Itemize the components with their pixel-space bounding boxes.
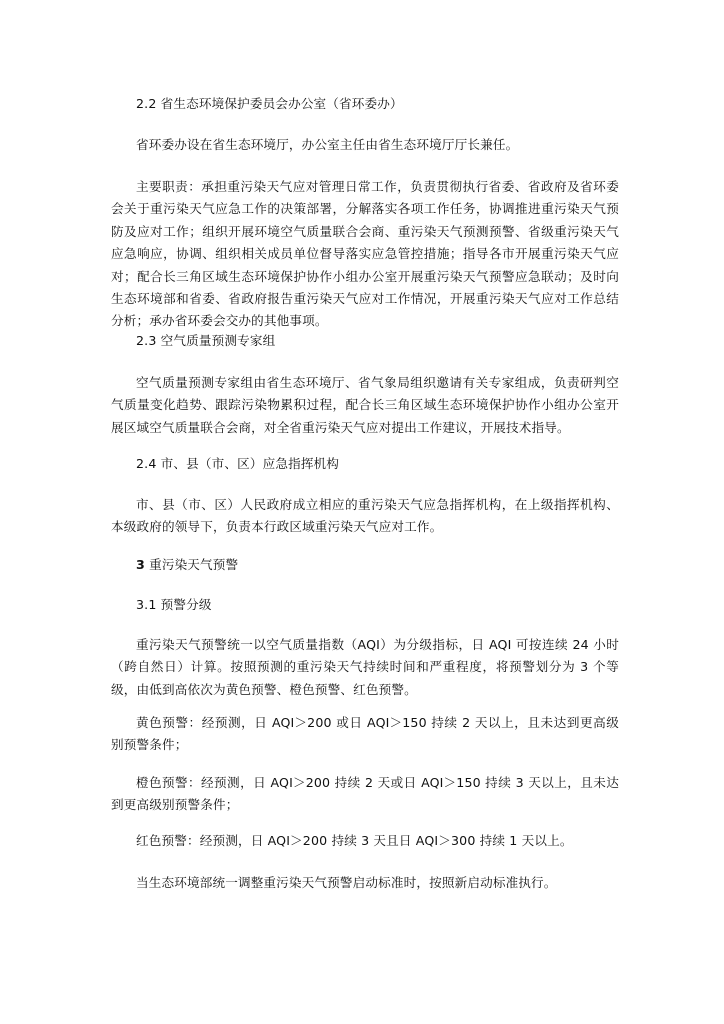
paragraph-warning-levels: 重污染天气预警统一以空气质量指数（AQI）为分级指标，日 AQI 可按连续 24 小时（跨自然日）计算。按照预测的重污染天气持续时间和严重程度，将预警划分为 3 个等级，由低到高依次为黄色预警、橙色预警、红色预警。 [111,637,619,697]
paragraph-standard-adjustment: 当生态环境部统一调整重污染天气预警启动标准时，按照新启动标准执行。 [136,875,557,890]
section-heading-3 [136,554,616,576]
section-heading-2-3: 2.3 空气质量预测专家组 [136,333,276,348]
section-number: 3 [136,557,145,572]
paragraph-yellow-warning: 黄色预警：经预测，日 AQI＞200 或日 AQI＞150 持续 2 天以上，且未达到更高级别预警条件； [111,715,619,753]
section-heading-2-2: 2.2 省生态环境保护委员会办公室（省环委办） [136,96,403,111]
section-title: 重污染天气预警 [149,557,239,572]
section-heading-3-1: 3.1 预警分级 [136,597,212,612]
paragraph-local-command: 市、县（市、区）人民政府成立相应的重污染天气应急指挥机构，在上级指挥机构、本级政府的领导下，负责本行政区域重污染天气应对工作。 [111,497,619,535]
paragraph-expert-group: 空气质量预测专家组由省生态环境厅、省气象局组织邀请有关专家组成，负责研判空气质量变化趋势、跟踪污染物累积过程，配合长三角区域生态环境保护协作小组办公室开展区域空气质量联合会商，对全省重污染天气应对提出工作建议，开展技术指导。 [111,375,619,435]
paragraph-red-warning: 红色预警：经预测，日 AQI＞200 持续 3 天且日 AQI＞300 持续 1 天以上。 [136,833,573,848]
paragraph-main-duties: 主要职责：承担重污染天气应对管理日常工作，负责贯彻执行省委、省政府及省环委会关于重污染天气应急工作的决策部署，分解落实各项工作任务，协调推进重污染天气预防及应对工作；组织开展环境空气质量联合会商、重污染天气预测预警、省级重污染天气应急响应，协调、组织相关成员单位督导落实应急管控措施；指导各市开展重污染天气应对；配合长三角区域生态环境保护协作小组办公室开展重污染天气预警应急联动；及时向生态环境部和省委、省政府报告重污染天气应对工作情况，开展重污染天气应对工作总结分析；承办省环委会交办的其他事项。 [111,179,619,329]
paragraph-office-setup: 省环委办设在省生态环境厅，办公室主任由省生态环境厅厅长兼任。 [136,137,519,152]
paragraph-orange-warning: 橙色预警：经预测，日 AQI＞200 持续 2 天或日 AQI＞150 持续 3 天以上，且未达到更高级别预警条件； [111,775,619,813]
section-heading-2-4: 2.4 市、县（市、区）应急指挥机构 [136,456,340,471]
